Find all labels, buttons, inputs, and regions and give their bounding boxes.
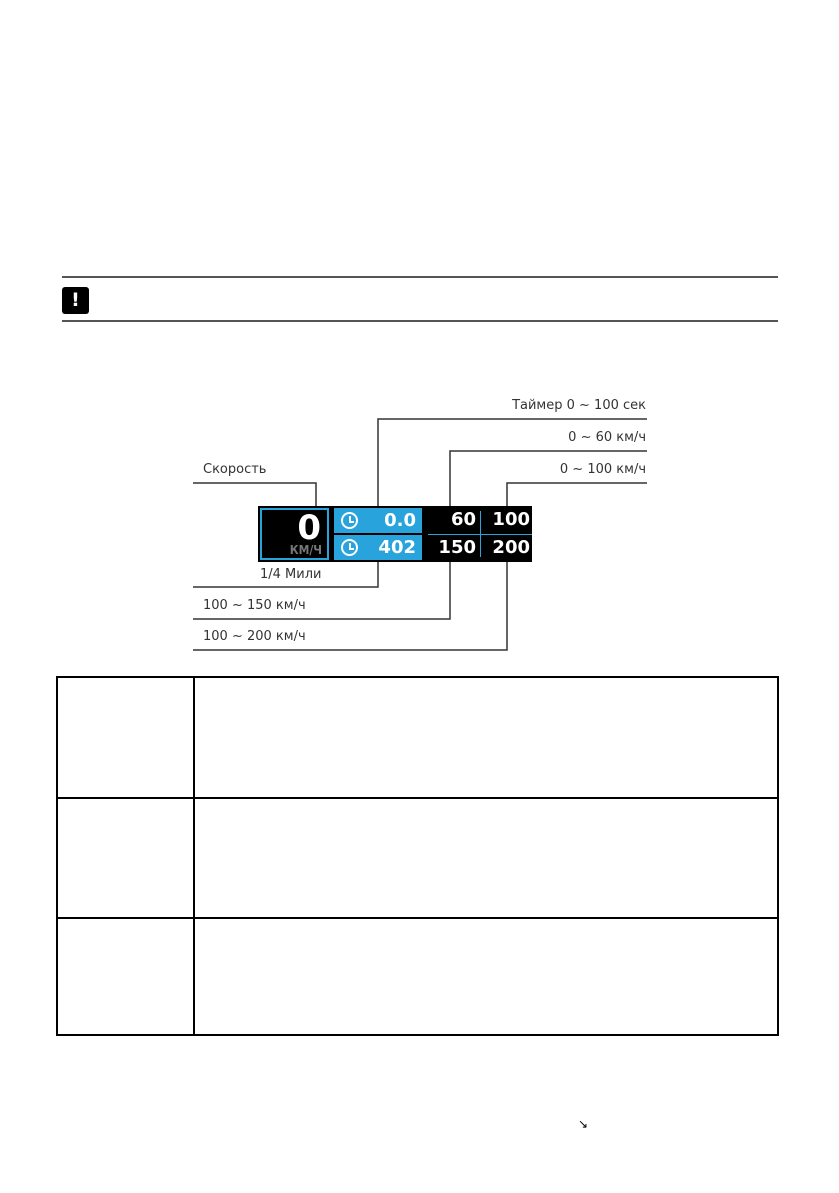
table-cell-text (195, 799, 777, 919)
dashboard-display (258, 506, 532, 562)
timer-separator (334, 533, 422, 535)
corner-arrow-icon: ↘ (578, 1117, 589, 1131)
exclamation-icon: ! (62, 287, 89, 314)
table-row (58, 917, 777, 1036)
speed-unit: КМ/Ч (289, 543, 322, 557)
cell-200: 200 (492, 537, 530, 558)
speed-value: 0 (297, 508, 321, 548)
table-row (58, 678, 777, 797)
timer-panel (334, 508, 422, 560)
leader-0-60 (450, 451, 647, 513)
cell-60: 60 (450, 509, 476, 530)
table-cell-label (58, 799, 195, 919)
speed-box (260, 508, 329, 560)
timer-value: 0.0 (384, 510, 416, 531)
table-cell-text (195, 919, 777, 1036)
cell-100: 100 (492, 509, 530, 530)
table-cell-text (195, 678, 777, 797)
table-cell-label (58, 678, 195, 797)
timer-row (334, 509, 422, 533)
distance-row (334, 536, 422, 560)
table-row (58, 797, 777, 919)
callout-range-0-60: 0 ~ 60 км/ч (568, 430, 646, 445)
callout-timer: Таймер 0 ~ 100 сек (512, 398, 646, 413)
callout-range-0-100: 0 ~ 100 км/ч (559, 462, 646, 477)
distance-value: 402 (378, 537, 416, 558)
callout-range-100-150: 100 ~ 150 км/ч (203, 598, 306, 613)
cell-150: 150 (438, 537, 476, 558)
info-table (56, 676, 779, 1036)
callout-range-100-200: 100 ~ 200 км/ч (203, 629, 306, 644)
callout-speed: Скорость (203, 462, 267, 477)
clock-icon (341, 512, 358, 529)
grid-v-separator (480, 511, 481, 557)
table-cell-label (58, 919, 195, 1036)
callout-quarter-mile: 1/4 Мили (260, 567, 322, 582)
clock-icon (341, 539, 358, 556)
